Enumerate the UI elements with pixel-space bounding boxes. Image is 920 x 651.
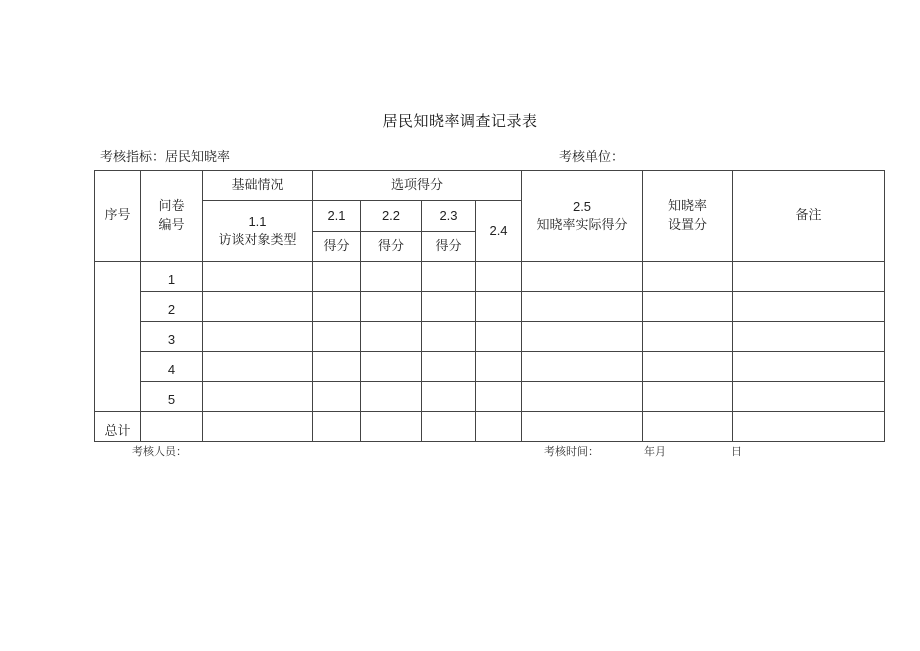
indicator-label: 考核指标：居民知晓率: [100, 150, 231, 165]
header-item-2-5: [522, 171, 643, 262]
header-item-2-1: 2.1: [313, 201, 361, 232]
time-label: 考核时间：: [544, 445, 599, 458]
row-number: 1: [141, 262, 203, 292]
header-item-1-1: [203, 201, 313, 262]
table-row: [95, 262, 885, 292]
header-rate-setting: [643, 171, 733, 262]
examiner-label: 考核人员：: [132, 445, 187, 458]
header-item-2-2: 2.2: [361, 201, 422, 232]
year-month-label: 年月: [644, 445, 666, 458]
seq-cell: [95, 262, 141, 412]
row-number: 5: [141, 382, 203, 412]
header-basic-info: 基础情况: [203, 171, 313, 201]
header-questionnaire-line2: 编号: [158, 218, 185, 233]
header-item-2-5-num: 2.5: [572, 198, 592, 214]
page-title: 居民知晓率调查记录表: [382, 112, 538, 130]
table-row: [95, 382, 885, 412]
header-item-2-5-label: 知晓率实际得分: [536, 218, 628, 233]
header-score-2-1: 得分: [313, 232, 361, 262]
header-score-2-3: 得分: [422, 232, 476, 262]
row-number: 3: [141, 322, 203, 352]
header-score-2-2: 得分: [361, 232, 422, 262]
row-number: 2: [141, 292, 203, 322]
header-rate-line1: 知晓率: [668, 198, 708, 214]
header-seq: 序号: [95, 171, 141, 262]
header-item-2-4: 2.4: [476, 201, 522, 262]
row-number: 4: [141, 352, 203, 382]
total-label: 总计: [95, 412, 141, 442]
header-questionnaire: [141, 171, 203, 262]
unit-label: 考核单位：: [559, 150, 625, 165]
header-item-1-1-label: 访谈对象类型: [218, 233, 297, 248]
header-item-2-3: 2.3: [422, 201, 476, 232]
table-row: [95, 322, 885, 352]
table-row: [95, 292, 885, 322]
day-label: 日: [731, 445, 742, 458]
header-questionnaire-line1: 问卷: [158, 198, 185, 214]
table-row: [95, 352, 885, 382]
survey-table: [94, 170, 885, 442]
header-rate-line2: 设置分: [668, 218, 708, 233]
total-row: [95, 412, 885, 442]
header-option-score: 选项得分: [313, 171, 522, 201]
header-remarks: 备注: [733, 171, 885, 262]
header-item-1-1-num: 1.1: [248, 213, 267, 229]
